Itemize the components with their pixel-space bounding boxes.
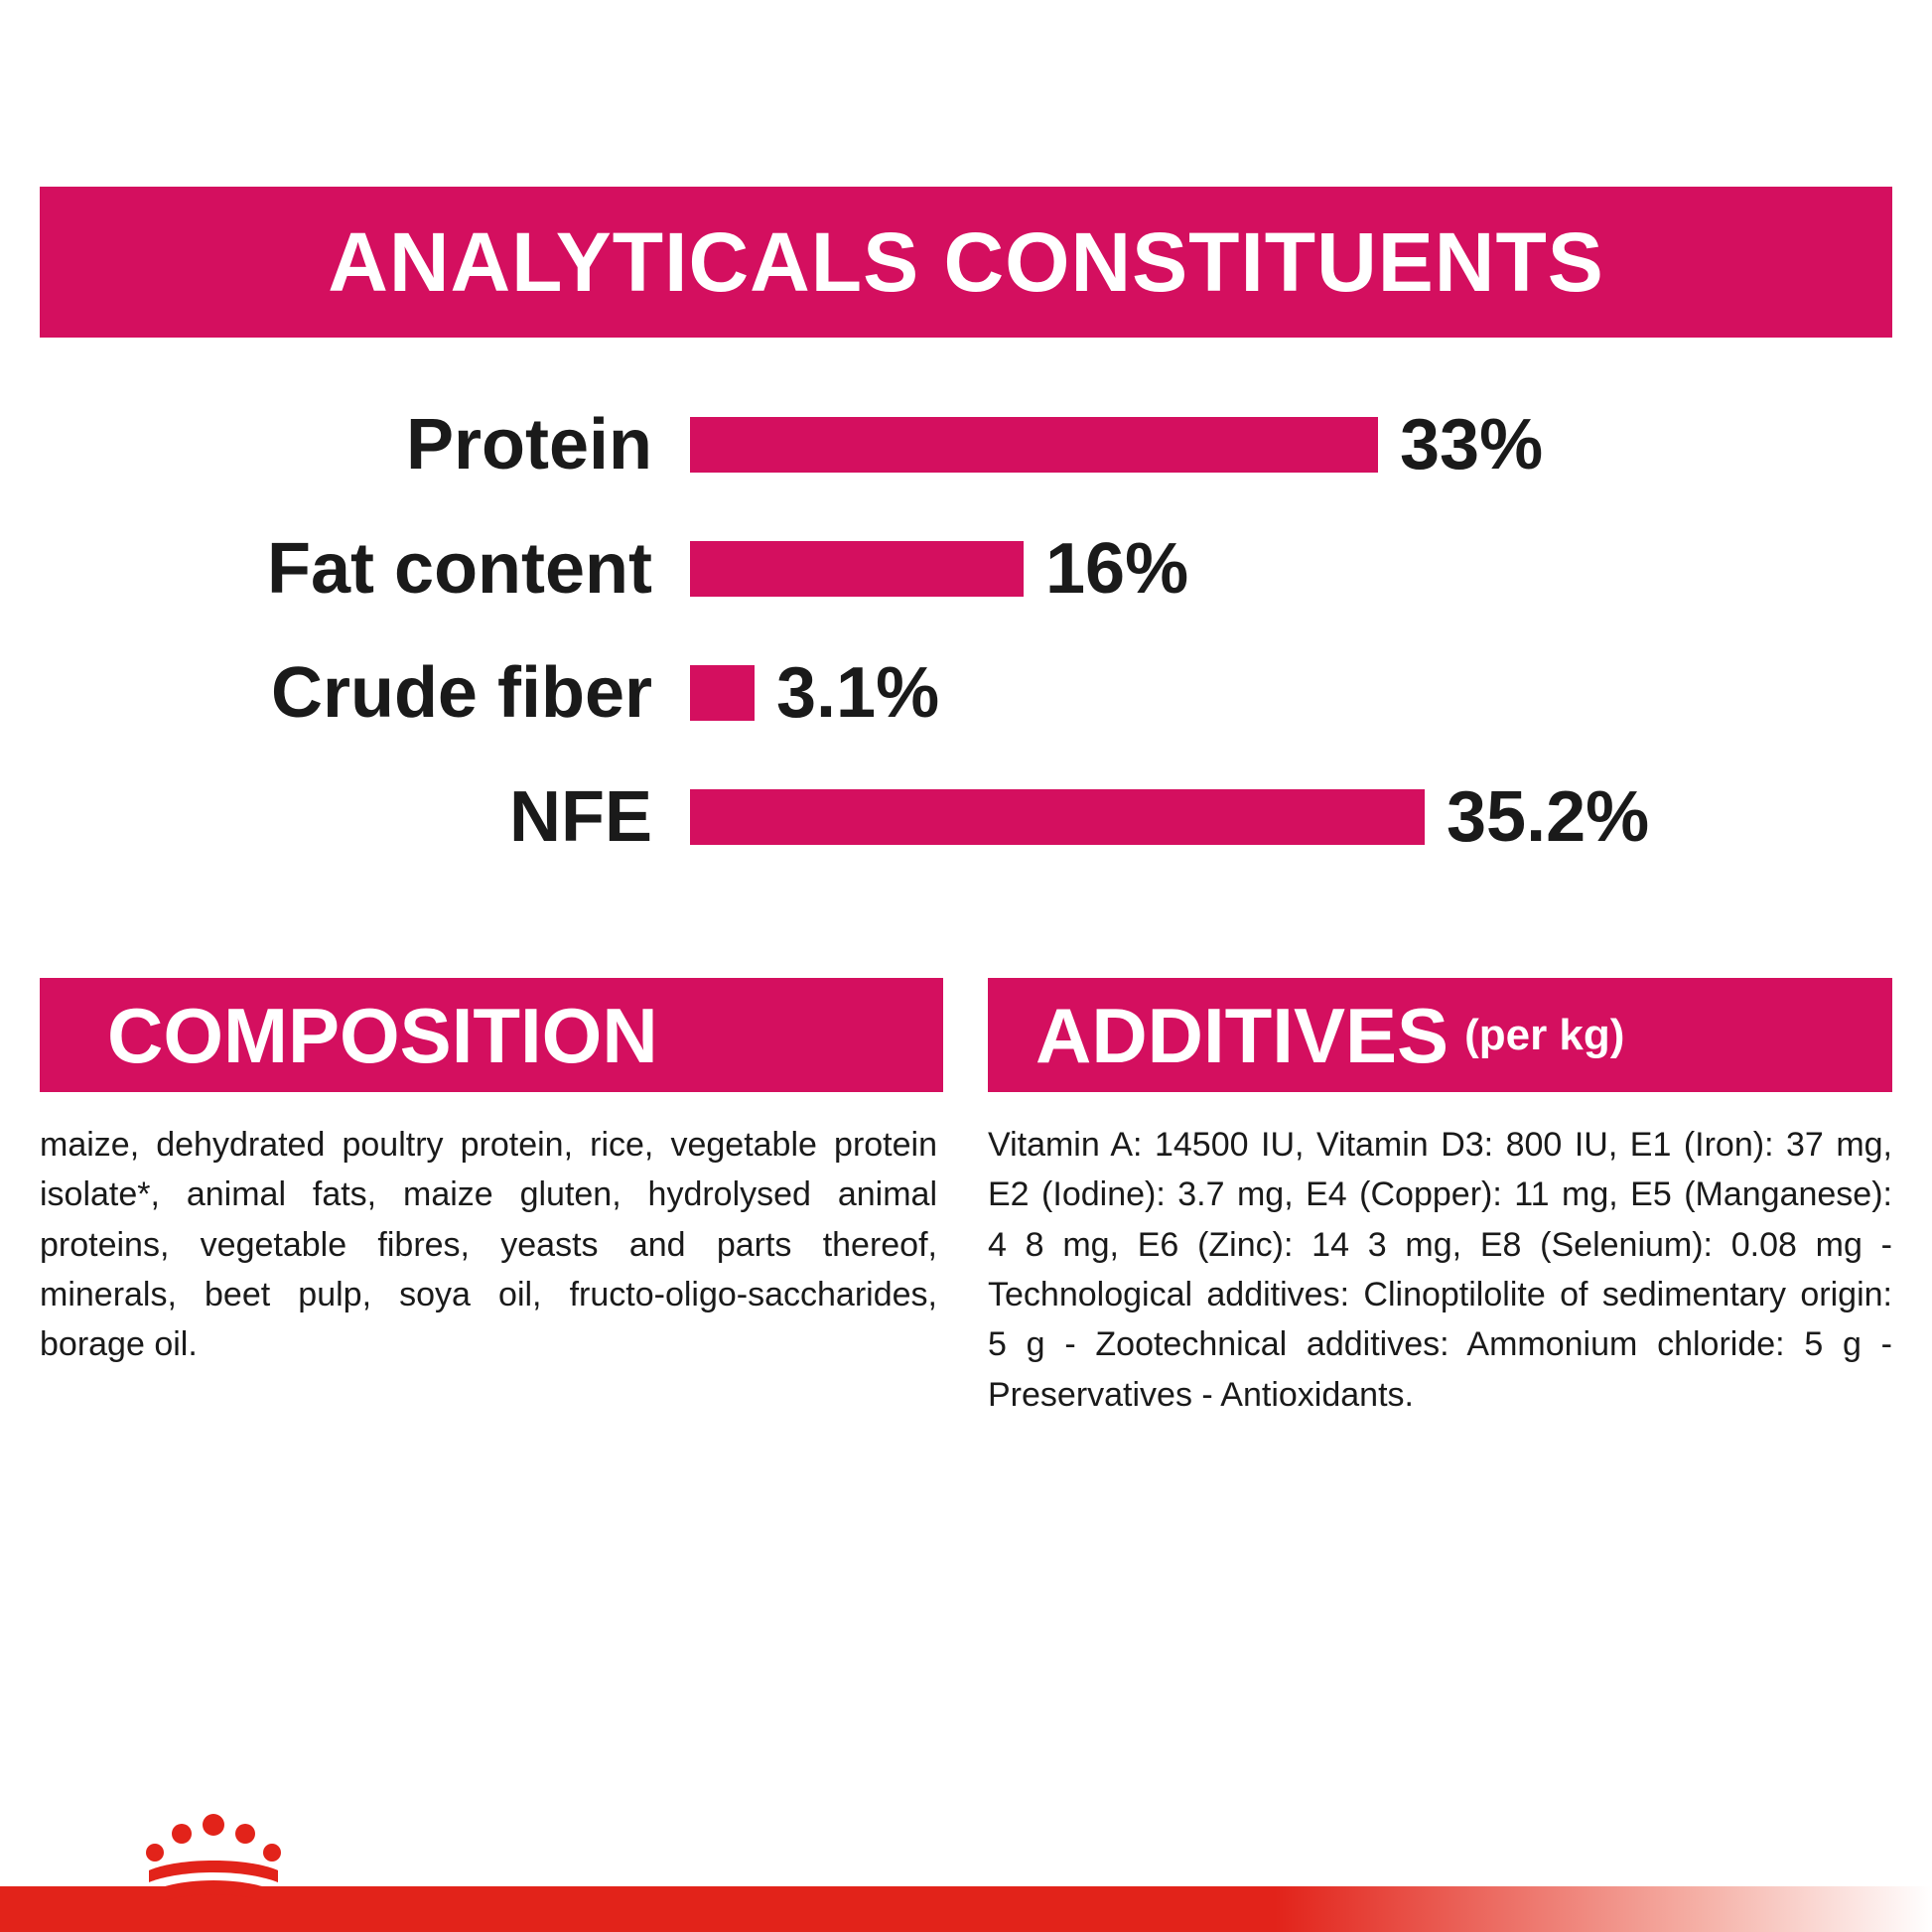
footer-color-bar bbox=[0, 1886, 1932, 1932]
bar-row bbox=[40, 506, 1892, 630]
bar-label: Crude fiber bbox=[270, 652, 652, 733]
bar-label: NFE bbox=[509, 776, 652, 857]
bar-value: 3.1% bbox=[776, 652, 940, 733]
bar-value: 33% bbox=[1400, 404, 1544, 484]
bar-track bbox=[690, 404, 1892, 484]
bar-label: Protein bbox=[405, 404, 652, 484]
footer bbox=[0, 1808, 1932, 1932]
bar-track bbox=[690, 528, 1892, 609]
bar-row bbox=[40, 755, 1892, 879]
analyticals-header-band bbox=[40, 187, 1892, 338]
additives-subtitle: (per kg) bbox=[1464, 1010, 1625, 1059]
bar-row bbox=[40, 382, 1892, 506]
composition-text: maize, dehydrated poultry protein, rice, vegetable protein isolate*, animal fats, maize gluten, hydrolysed animal proteins, vegetable fibres, yeasts and parts thereof, minerals, beet pulp, soya oil, fructo-oligo-saccharides, borage oil. bbox=[40, 1126, 937, 1364]
additives-text: Vitamin A: 14500 IU, Vitamin D3: 800 IU, E1 (Iron): 37 mg, E2 (Iodine): 3.7 mg, E4 (Copper): 11 mg, E5 (Manganese): 4 8 mg, E6 (Zinc): 14 3 mg, E8 (Selenium): 0.08 mg -Technological additives: Clinoptilolite of sedimentary origin: 5 g - Zootechnical additives: Ammonium chloride: 5 g - Preservatives - Antioxidants. bbox=[988, 1126, 1892, 1414]
bar-value: 35.2% bbox=[1447, 776, 1650, 857]
analyticals-bar-chart bbox=[40, 382, 1892, 879]
composition-header-band bbox=[40, 978, 943, 1092]
bar-track bbox=[690, 776, 1892, 857]
bar-label: Fat content bbox=[267, 528, 652, 609]
additives-title: ADDITIVES bbox=[1035, 991, 1449, 1079]
bar-fill bbox=[690, 665, 755, 721]
bar-value: 16% bbox=[1045, 528, 1189, 609]
bar-fill bbox=[690, 541, 1024, 597]
bar-track bbox=[690, 652, 1892, 733]
bar-row bbox=[40, 630, 1892, 755]
additives-section bbox=[988, 978, 1892, 1420]
analyticals-title: ANALYTICALS CONSTITUENTS bbox=[328, 215, 1604, 309]
bar-fill bbox=[690, 417, 1378, 473]
bar-fill bbox=[690, 789, 1425, 845]
composition-title: COMPOSITION bbox=[107, 991, 658, 1079]
royal-canin-crown-icon bbox=[139, 1813, 288, 1908]
composition-section bbox=[40, 978, 943, 1370]
additives-header-band bbox=[988, 978, 1892, 1092]
